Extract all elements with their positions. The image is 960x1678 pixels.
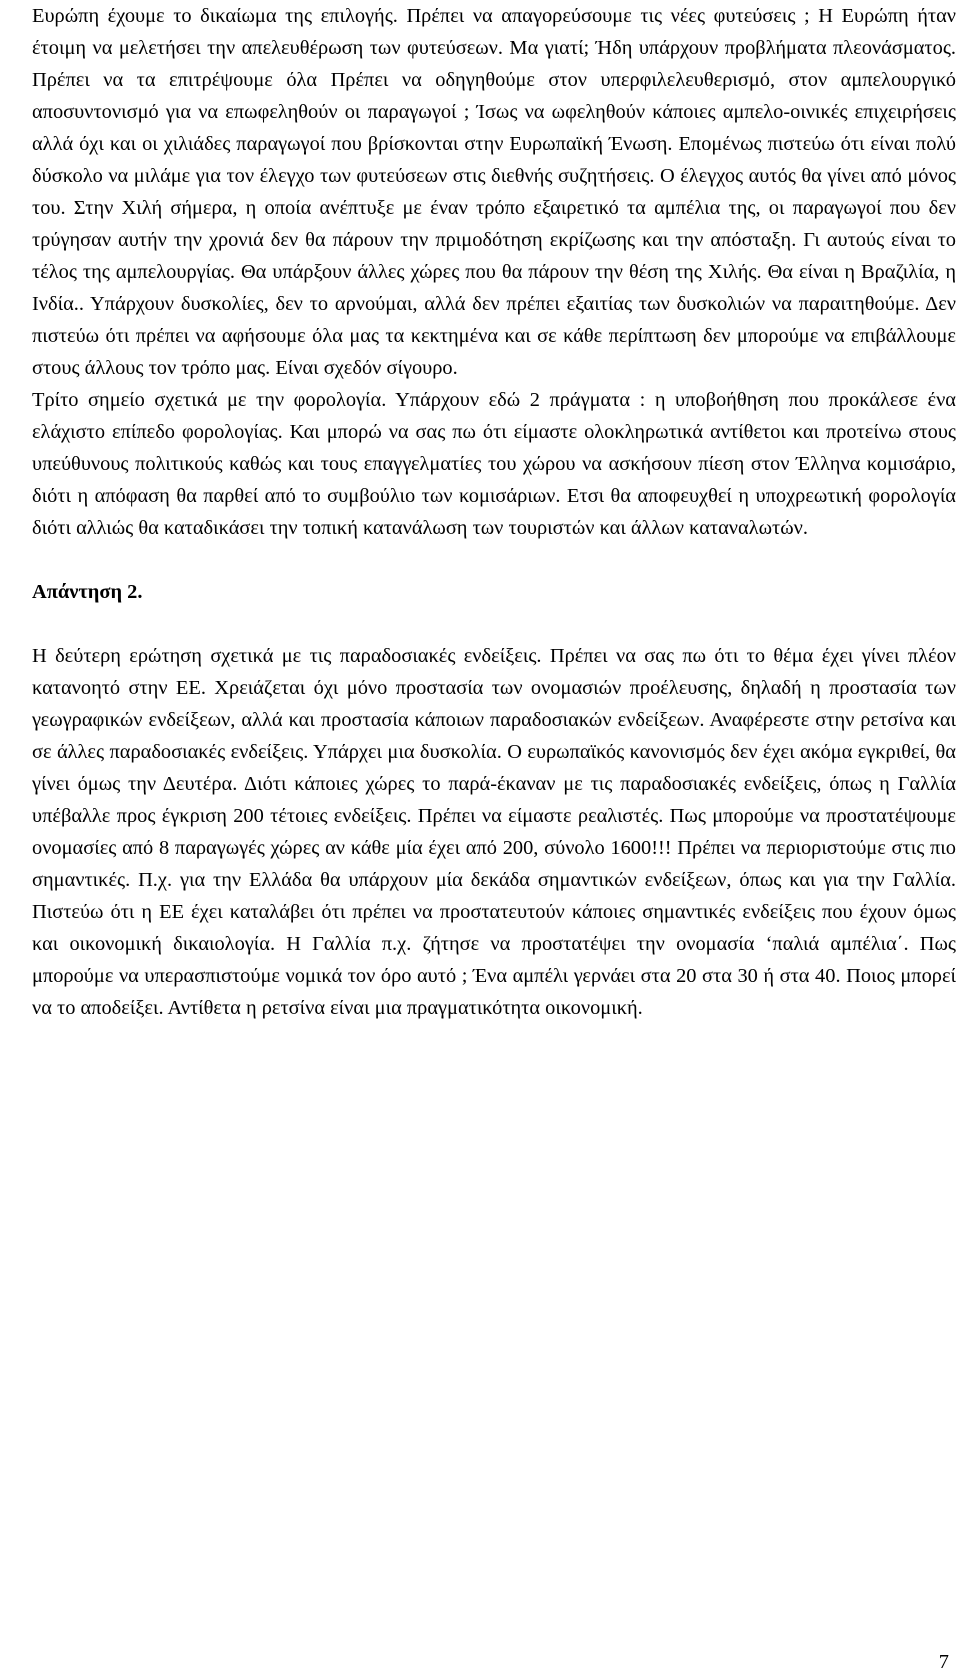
spacer [32, 608, 956, 640]
paragraph-traditional-indications: Η δεύτερη ερώτηση σχετικά με τις παραδοσιακές ενδείξεις. Πρέπει να σας πω ότι το θέμα έχει γίνει πλέον κατανοητό στην ΕΕ. Χρειάζεται όχι μόνο προστασία των ονομασιών προέλευσης, δηλαδή η προστασία των γεωγραφικών ενδείξεων, αλλά και προστασία κάποιων παραδοσιακών ενδείξεων. Αναφέρεστε στην ρετσίνα και σε άλλες παραδοσιακές ενδείξεις. Υπάρχει μια δυσκολία. Ο ευρωπαϊκός κανονισμός δεν έχει ακόμα εγκριθεί, θα γίνει όμως την Δευτέρα. Διότι κάποιες χώρες το παρά-έκαναν με τις παραδοσιακές ενδείξεις, όπως η Γαλλία υπέβαλλε προς έγκριση 200 τέτοιες ενδείξεις. Πρέπει να είμαστε ρεαλιστές. Πως μπορούμε να προστατέψουμε ονομασίες από 8 παραγωγές χώρες αν κάθε μία έχει από 200, σύνολο 1600!!! Πρέπει να περιοριστούμε στις πιο σημαντικές. Π.χ. για την Ελλάδα θα υπάρχουν μία δεκάδα σημαντικών ενδείξεων, όπως και για την Γαλλία. Πιστεύω ότι η ΕΕ έχει καταλάβει ότι πρέπει να προστατευτούν κάποιες σημαντικές ενδείξεις που έχουν όμως και οικονομική δικαιολογία. Η Γαλλία π.χ. ζήτησε να προστατέψει την ονομασία ‘παλιά αμπέλια΄. Πως μπορούμε να υπερασπιστούμε νομικά τον όρο αυτό ; Ένα αμπέλι γερνάει στα 20 στα 30 ή στα 40. Ποιος μπορεί να το αποδείξει. Αντίθετα η ρετσίνα είναι μια πραγματικότητα οικονομική. [32, 645, 956, 1019]
document-page [32, 0, 956, 1024]
paragraph-taxation: Τρίτο σημείο σχετικά με την φορολογία. Υπάρχουν εδώ 2 πράγματα : η υποβοήθηση που προκάλεσε ένα ελάχιστο επίπεδο φορολογίας. Και μπορώ να σας πω ότι είμαστε ολοκληρωτικά αντίθετοι και προτείνω στους υπεύθυνους πολιτικούς καθώς και τους επαγγελματίες του χώρου να ασκήσουν πίεση στον Έλληνα κομισάριο, διότι η απόφαση θα παρθεί από το συμβούλιο των κομισάριων. Ετσι θα αποφευχθεί η υποχρεωτική φορολογία διότι αλλιώς θα καταδικάσει την τοπική κατανάλωση των τουριστών και άλλων καταναλωτών. [32, 389, 956, 539]
section-heading-answer-2: Απάντηση 2. [32, 581, 143, 603]
page-number: 7 [938, 1651, 949, 1673]
spacer [32, 544, 956, 576]
paragraph-wine-planting: Ευρώπη έχουμε το δικαίωμα της επιλογής. Πρέπει να απαγορεύσουμε τις νέες φυτεύσεις ; Η Ευρώπη ήταν έτοιμη να μελετήσει την απελευθέρωση των φυτεύσεων. Μα γιατί; Ήδη υπάρχουν προβλήματα πλεονάσματος. Πρέπει να τα επιτρέψουμε όλα Πρέπει να οδηγηθούμε στον υπερφιλελευθερισμό, στον αμπελουργικό αποσυντονισμό για να επωφεληθούν οι παραγωγοί ; Ίσως να ωφεληθούν κάποιες αμπελο-οινικές επιχειρήσεις αλλά όχι και οι χιλιάδες παραγωγοί που βρίσκονται στην Ευρωπαϊκή Ένωση. Επομένως πιστεύω ότι είναι πολύ δύσκολο να μιλάμε για τον έλεγχο των φυτεύσεων στις διεθνής συζητήσεις. Ο έλεγχος αυτός θα γίνει από μόνος του. Στην Χιλή σήμερα, η οποία ανέπτυξε με έναν τρόπο εξαιρετικό τα αμπέλια της, οι παραγωγοί που δεν τρύγησαν αυτήν την χρονιά δεν θα πάρουν την πριμοδότηση εκρίζωσης και την απόσταξη. Γι αυτούς είναι το τέλος της αμπελουργίας. Θα υπάρξουν άλλες χώρες που θα πάρουν την θέση της Χιλής. Θα είναι η Βραζιλία, η Ινδία.. Υπάρχουν δυσκολίες, δεν το αρνούμαι, αλλά δεν πρέπει εξαιτίας των δυσκολιών να παραιτηθούμε. Δεν πιστεύω ότι πρέπει να αφήσουμε όλα μας τα κεκτημένα και σε κάθε περίπτωση δεν μπορούμε να επιβάλλουμε στους άλλους τον τρόπο μας. Είναι σχεδόν σίγουρο. [32, 5, 956, 379]
